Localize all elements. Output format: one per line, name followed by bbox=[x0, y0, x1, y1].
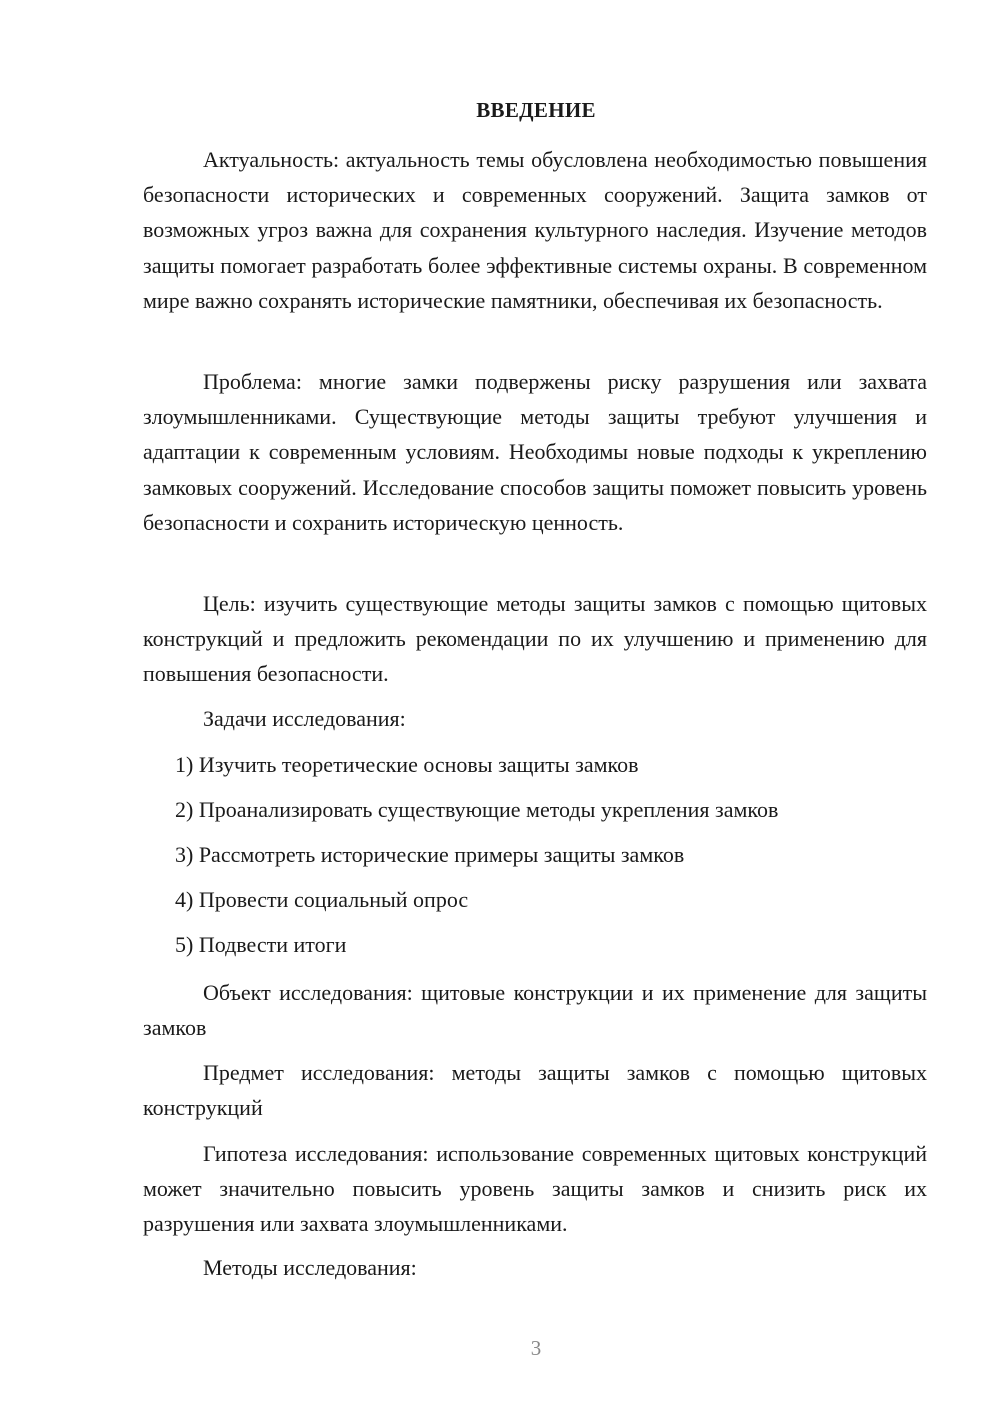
methods-heading: Методы исследования: bbox=[203, 1255, 417, 1280]
task-item: 3) Рассмотреть исторические примеры защиты замков bbox=[175, 842, 685, 867]
relevance-paragraph: Актуальность: актуальность темы обусловлена необходимостью повышения безопасности исторических и современных сооружений. Защита замков от возможных угроз важна для сохранения культурного наследия. Изучение методов защиты помогает разработать более эффективные системы охраны. В современном мире важно сохранять исторические памятники, обеспечивая их безопасность. bbox=[143, 147, 927, 313]
page-number: 3 bbox=[530, 1336, 542, 1360]
subject-paragraph: Предмет исследования: методы защиты замков с помощью щитовых конструкций bbox=[143, 1060, 927, 1121]
hypothesis-paragraph: Гипотеза исследования: использование современных щитовых конструкций может значительно повысить уровень защиты замков и снизить риск их разрушения или захвата злоумышленниками. bbox=[143, 1141, 927, 1237]
page-title: ВВЕДЕНИЕ bbox=[476, 98, 596, 122]
task-item: 1) Изучить теоретические основы защиты замков bbox=[175, 752, 639, 777]
object-paragraph: Объект исследования: щитовые конструкции и их применение для защиты замков bbox=[143, 980, 927, 1041]
task-item: 2) Проанализировать существующие методы укрепления замков bbox=[175, 797, 779, 822]
task-item: 4) Провести социальный опрос bbox=[175, 887, 469, 912]
task-item: 5) Подвести итоги bbox=[175, 932, 347, 957]
goal-paragraph: Цель: изучить существующие методы защиты замков с помощью щитовых конструкций и предложить рекомендации по их улучшению и применению для повышения безопасности. bbox=[143, 591, 927, 687]
tasks-heading: Задачи исследования: bbox=[203, 706, 406, 731]
problem-paragraph: Проблема: многие замки подвержены риску разрушения или захвата злоумышленниками. Существующие методы защиты требуют улучшения и адаптации к современным условиям. Необходимы новые подходы к укреплению замковых сооружений. Исследование способов защиты поможет повысить уровень безопасности и сохранить историческую ценность. bbox=[143, 369, 927, 535]
